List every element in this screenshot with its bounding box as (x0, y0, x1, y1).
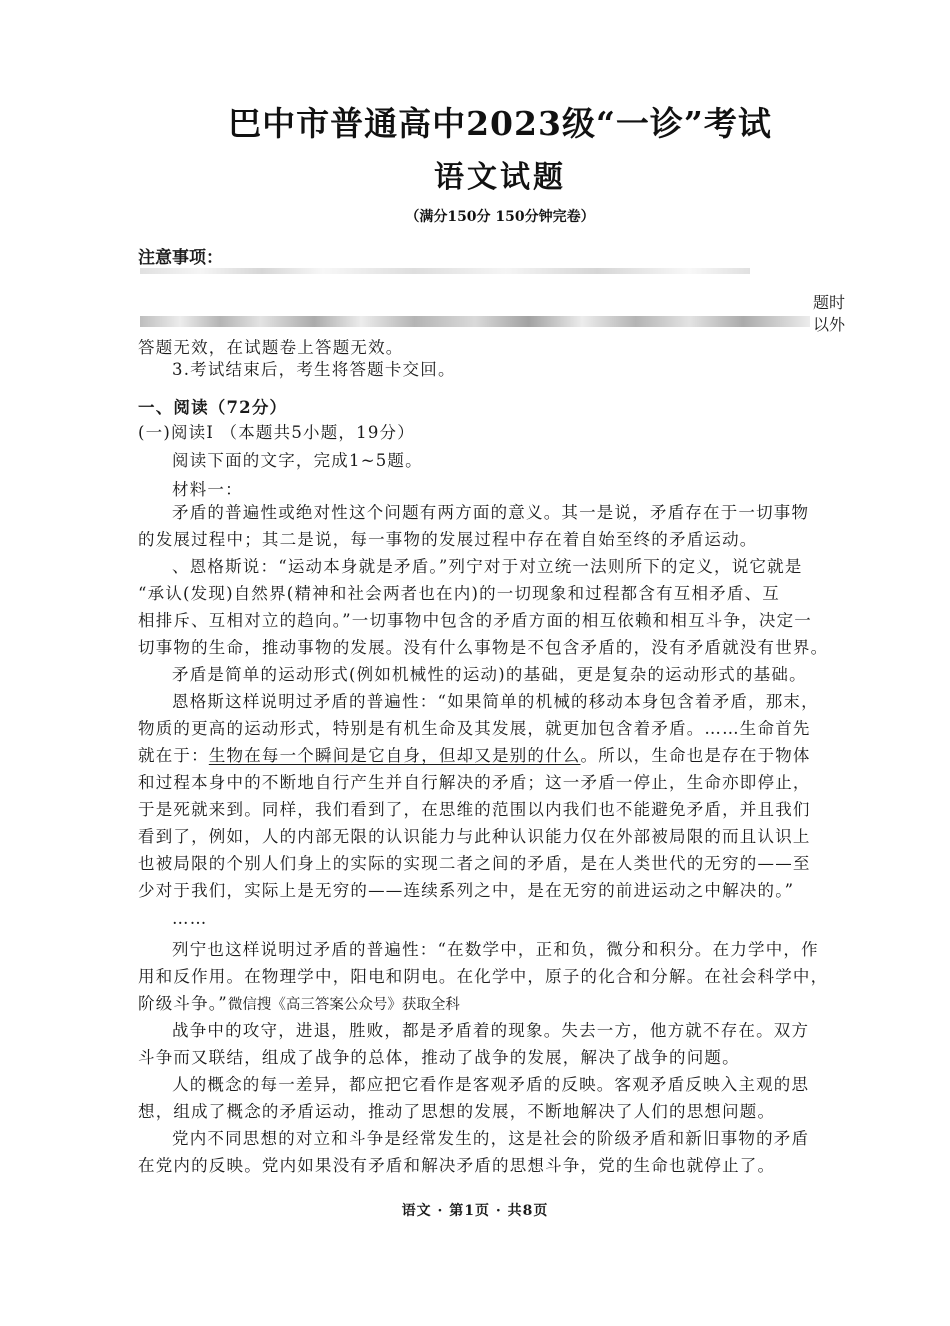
section-heading: 一、阅读（72分） (138, 398, 288, 417)
paragraph-line: 在党内的反映。党内如果没有矛盾和解决矛盾的思想斗争，党的生命也就停止了。 (138, 1156, 776, 1175)
paragraph-line: 物质的更高的运动形式，特别是有机生命及其发展，就更加包含着矛盾。……生命首先 (138, 719, 811, 738)
exam-title: 巴中市普通高中2023级“一诊”考试 (228, 104, 772, 143)
paragraph-line: 矛盾的普遍性或绝对性这个问题有两方面的意义。其一是说，矛盾存在于一切事物 (172, 503, 810, 522)
paragraph-line: 人的概念的每一差异，都应把它看作是客观矛盾的反映。客观矛盾反映入主观的思 (172, 1075, 810, 1094)
paragraph-line: 相排斥、互相对立的趋向。”一切事物中包含的矛盾方面的相互依赖和相互斗争，决定一 (138, 611, 812, 630)
exam-meta: （满分150分 150分钟完卷） (405, 209, 595, 225)
underlined-quote: 生物在每一个瞬间是它自身，但却又是别的什么 (208, 746, 581, 765)
text-run: 。所以，生命也是存在于物体 (580, 746, 811, 765)
paragraph-line: 想，组成了概念的矛盾运动，推动了思想的发展，不断地解决了人们的思想问题。 (138, 1102, 776, 1121)
paragraph-line: 恩格斯这样说明过矛盾的普遍性：“如果简单的机械的移动本身包含着矛盾，那末， (172, 692, 819, 711)
paragraph-line: 用和反作用。在物理学中，阳电和阴电。在化学中，原子的化合和分解。在社会科学中， (138, 967, 829, 986)
paragraph-line: “承认(发现)自然界(精神和社会两者也在内)的一切现象和过程都含有互相矛盾、互 (138, 584, 780, 603)
paragraph-line: 的发展过程中；其二是说，每一事物的发展过程中存在着自始至终的矛盾运动。 (138, 530, 758, 549)
ellipsis: …… (172, 909, 208, 928)
paragraph-line: 也被局限的个别人们身上的实际的实现二者之间的矛盾，是在人类世代的无穷的——至 (138, 854, 811, 873)
notice-line: 答题无效，在试题卷上答题无效。 (138, 338, 404, 357)
notice-line: 3.考试结束后，考生将答题卡交回。 (172, 360, 456, 379)
paragraph-line (138, 746, 811, 766)
paragraph-line: 看到了，例如，人的内部无限的认识能力与此种认识能力仅在外部被局限的而且认识上 (138, 827, 811, 846)
paragraph-line: 列宁也这样说明过矛盾的普遍性：“在数学中，正和负，微分和积分。在力学中，作 (172, 940, 819, 959)
redacted-line (140, 268, 750, 274)
subject-title: 语文试题 (434, 160, 566, 195)
notice-fragment: 以外 (813, 315, 846, 334)
paragraph-line: 、恩格斯说：“运动本身就是矛盾。”列宁对于对立统一法则所下的定义，说它就是 (172, 557, 803, 576)
paragraph-line: 斗争而又联结，组成了战争的总体，推动了战争的发展，解决了战争的问题。 (138, 1048, 740, 1067)
subsection-heading: (一)阅读Ⅰ （本题共5小题，19分） (138, 423, 415, 442)
paragraph-line: 矛盾是简单的运动形式(例如机械性的运动)的基础，更是复杂的运动形式的基础。 (172, 665, 807, 684)
notice-heading: 注意事项： (138, 248, 223, 268)
text-run: 阶级斗争。” (138, 994, 228, 1013)
watermark-text: 微信搜《高三答案公众号》获取全科 (227, 997, 460, 1013)
redacted-line (140, 316, 810, 327)
instruction: 阅读下面的文字，完成1~5题。 (172, 451, 423, 470)
paragraph-line: 切事物的生命，推动事物的发展。没有什么事物是不包含矛盾的，没有矛盾就没有世界。 (138, 638, 829, 657)
paragraph-line: 党内不同思想的对立和斗争是经常发生的，这是社会的阶级矛盾和新旧事物的矛盾 (172, 1129, 810, 1148)
paragraph-line: 战争中的攻守，进退，胜败，都是矛盾着的现象。失去一方，他方就不存在。双方 (172, 1021, 810, 1040)
notice-fragment: 题时 (813, 293, 846, 312)
paragraph-line: 少对于我们，实际上是无穷的——连续系列之中，是在无穷的前进运动之中解决的。” (138, 881, 795, 900)
text-run: 就在于： (138, 746, 209, 765)
material-label: 材料一： (172, 480, 243, 499)
paragraph-line (138, 994, 460, 1015)
paragraph-line: 于是死就来到。同样，我们看到了，在思维的范围以内我们也不能避免矛盾，并且我们 (138, 800, 811, 819)
page-footer: 语文 · 第1页 · 共8页 (401, 1203, 549, 1219)
paragraph-line: 和过程本身中的不断地自行产生并自行解决的矛盾；这一矛盾一停止，生命亦即停止， (138, 773, 811, 792)
